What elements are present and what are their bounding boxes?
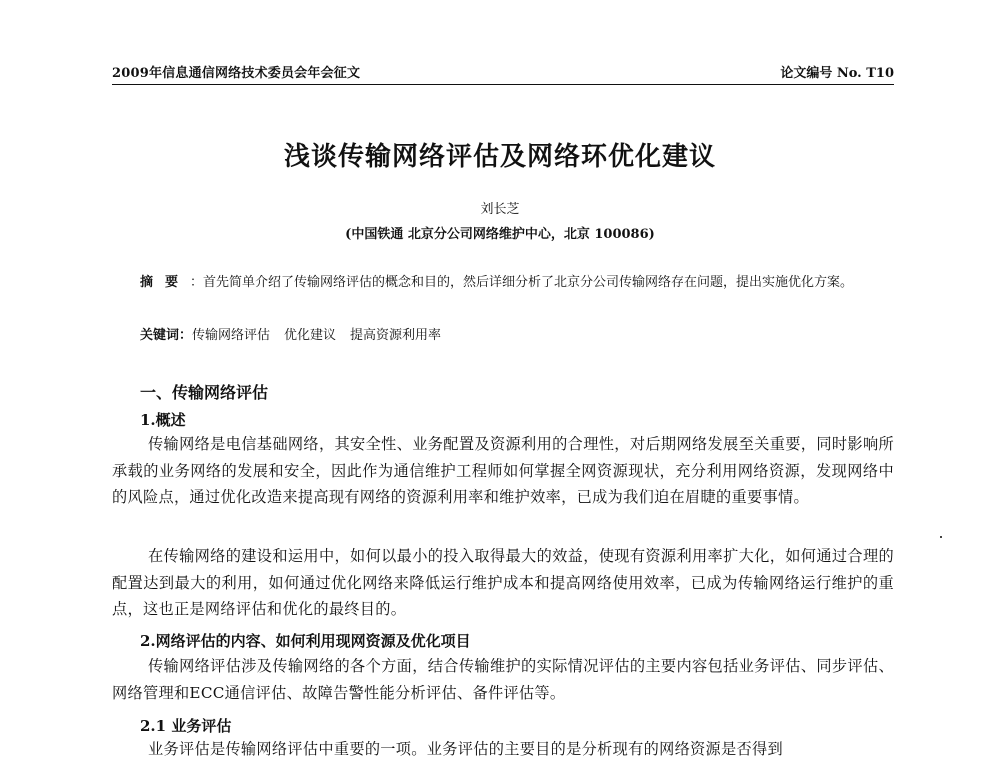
body-paragraph: 传输网络评估涉及传输网络的各个方面，结合传输维护的实际情况评估的主要内容包括业务评估、同步评估、网络管理和ECC通信评估、故障告警性能分析评估、备件评估等。: [112, 657, 894, 702]
subsection-heading: 2.1 业务评估: [140, 717, 232, 735]
paper-title: 浅谈传输网络评估及网络环优化建议: [283, 142, 716, 172]
keyword: 传输网络评估: [192, 328, 271, 343]
body-paragraph: 在传输网络的建设和运用中，如何以最小的投入取得最大的效益，使现有资源利用率扩大化，如何通过合理的配置达到最大的利用，如何通过优化网络来降低运行维护成本和提高网络使用效率，已成为传输网络运行维护的重点，这也正是网络评估和优化的最终目的。: [112, 547, 894, 618]
subsection-heading: 1.概述: [140, 411, 186, 429]
keyword: 提高资源利用率: [350, 328, 442, 343]
body-paragraph: 传输网络是电信基础网络，其安全性、业务配置及资源利用的合理性，对后期网络发展至关重要，同时影响所承载的业务网络的发展和安全，因此作为通信维护工程师如何掌握全网资源现状，充分利用网络资源，发现网络中的风险点，通过优化改造来提高现有网络的资源利用率和维护效率，已成为我们迫在眉睫的重要事情。: [112, 435, 894, 506]
author-name: 刘长芝: [480, 202, 520, 217]
keyword: 优化建议: [284, 328, 337, 343]
abstract-text: ：首先简单介绍了传输网络评估的概念和目的，然后详细分析了北京分公司传输网络存在问题，提出实施优化方案。: [190, 275, 854, 290]
scan-speck: [940, 536, 942, 538]
subsection-heading: 2.网络评估的内容、如何利用现网资源及优化项目: [140, 632, 471, 650]
abstract: [112, 270, 894, 296]
keywords-label: 关键词：: [140, 328, 193, 343]
keywords: [140, 324, 455, 343]
conference-name: 2009年信息通信网络技术委员会年会征文: [112, 66, 361, 81]
section-heading: 一、传输网络评估: [140, 383, 269, 402]
body-paragraph: 业务评估是传输网络评估中重要的一项。业务评估的主要目的是分析现有的网络资源是否得到: [148, 740, 783, 758]
abstract-label: 摘要: [140, 275, 191, 290]
running-header: [112, 62, 894, 85]
paper-number: 论文编号 No. T10: [780, 66, 894, 81]
author-affiliation: (中国铁通 北京分公司网络维护中心，北京 100086): [345, 227, 655, 242]
